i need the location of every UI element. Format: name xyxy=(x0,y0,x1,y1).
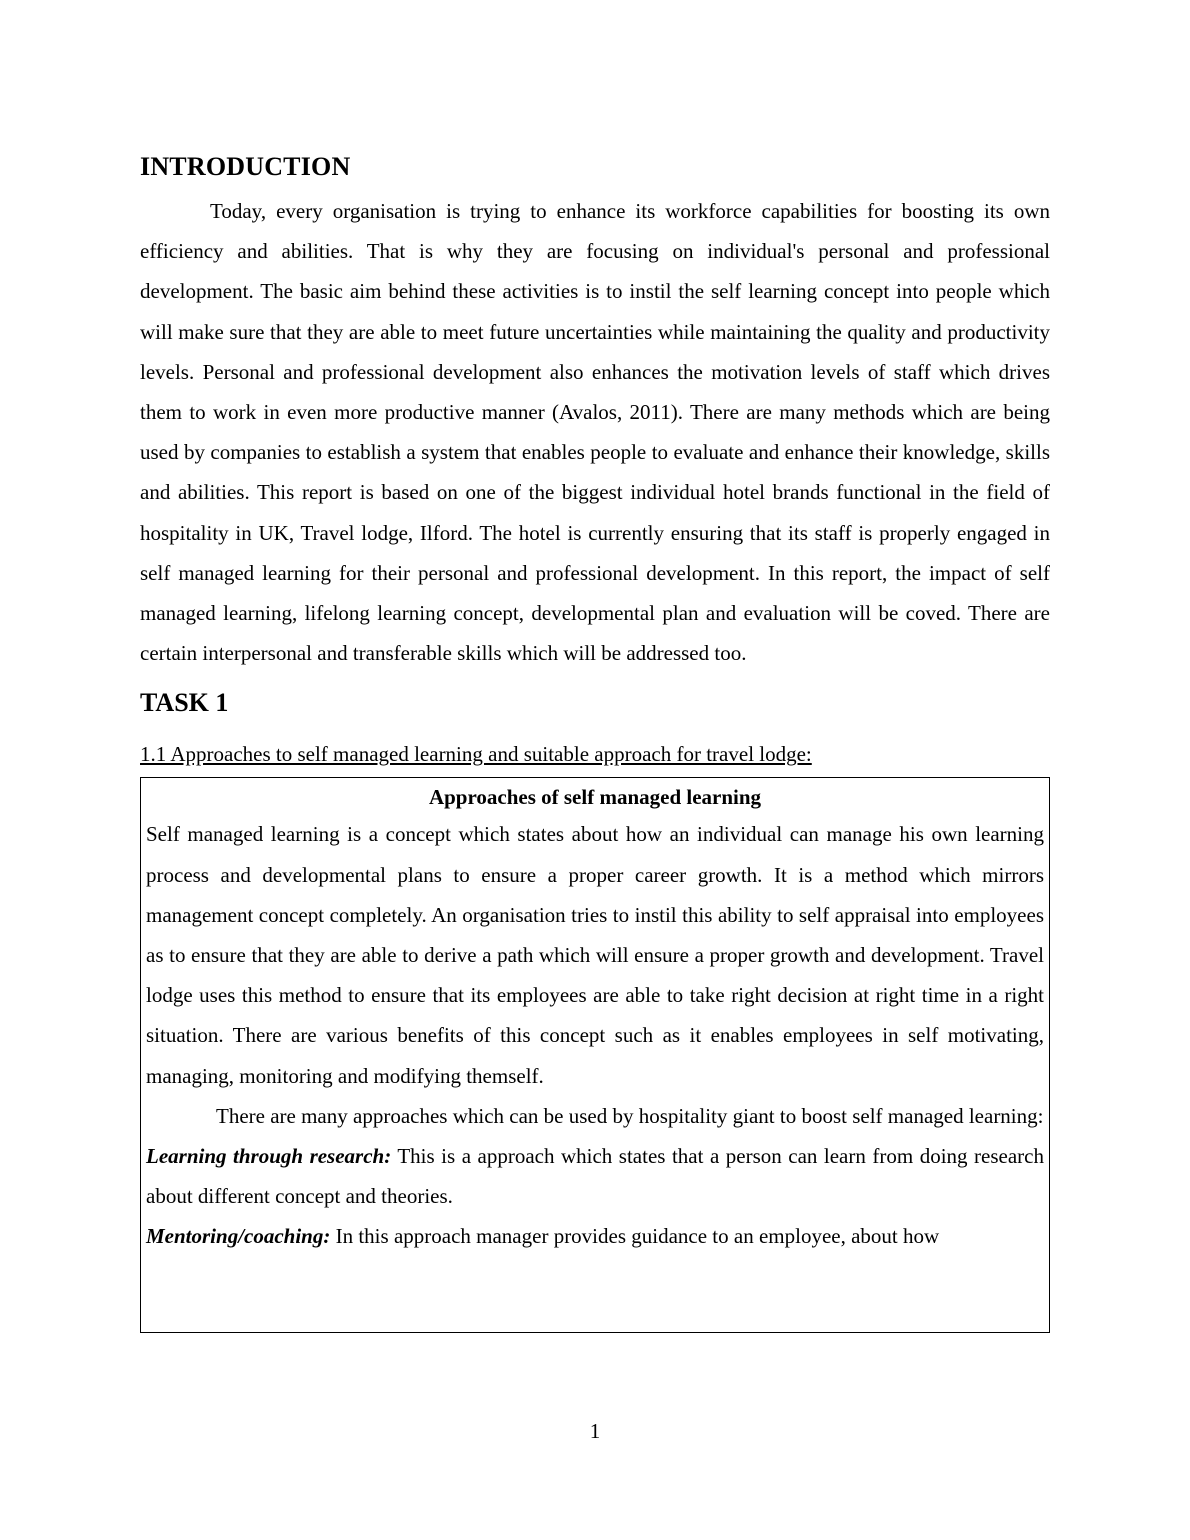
task-1-heading: TASK 1 xyxy=(140,688,229,718)
introduction-heading: INTRODUCTION xyxy=(140,152,351,181)
section-1-1-title: 1.1 Approaches to self managed learning and suitable approach for travel lodge: xyxy=(140,742,812,767)
approaches-intro-paragraph: There are many approaches which can be used by hospitality giant to boost self managed learning: xyxy=(216,1103,1044,1128)
approach-item-mentoring xyxy=(146,1216,1044,1256)
approaches-box-title: Approaches of self managed learning xyxy=(428,785,762,810)
approach-item-research xyxy=(146,1136,1044,1216)
self-managed-learning-paragraph: Self managed learning is a concept which states about how an individual can manage his own learning process and developmental plans to ensure a proper career growth. It is a method which mirrors management concept completely. An organisation tries to instil this ability to self appraisal into employees as to ensure that they are able to derive a path which will ensure a proper growth and development. Travel lodge uses this method to ensure that its employees are able to take right decision at right time in a right situation. There are various benefits of this concept such as it enables employees in self motivating, managing, monitoring and modifying themself. xyxy=(146,822,1044,1088)
approach-label-mentoring: Mentoring/coaching: xyxy=(146,1224,331,1249)
page-content xyxy=(140,150,1050,1333)
approach-label-research: Learning through research: xyxy=(146,1144,392,1169)
approach-text-mentoring: In this approach manager provides guidance to an employee, about how xyxy=(330,1224,940,1249)
approaches-table-box xyxy=(140,777,1050,1333)
page-number: 1 xyxy=(589,1419,601,1443)
introduction-paragraph: Today, every organisation is trying to enhance its workforce capabilities for boosting its own efficiency and abilities. That is why they are focusing on individual's personal and professional development. The basic aim behind these activities is to instil the self learning concept into people which will make sure that they are able to meet future uncertainties while maintaining the quality and productivity levels. Personal and professional development also enhances the motivation levels of staff which drives them to work in even more productive manner (Avalos, 2011). There are many methods which are being used by companies to establish a system that enables people to evaluate and enhance their knowledge, skills and abilities. This report is based on one of the biggest individual hotel brands functional in the field of hospitality in UK, Travel lodge, Ilford. The hotel is currently ensuring that its staff is properly engaged in self managed learning for their personal and professional development. In this report, the impact of self managed learning, lifelong learning concept, developmental plan and evaluation will be coved. There are certain interpersonal and transferable skills which will be addressed too. xyxy=(140,199,1050,666)
approach-text-research: This is a approach which states that a person can learn from doing research about different concept and theories. xyxy=(146,1144,1044,1209)
